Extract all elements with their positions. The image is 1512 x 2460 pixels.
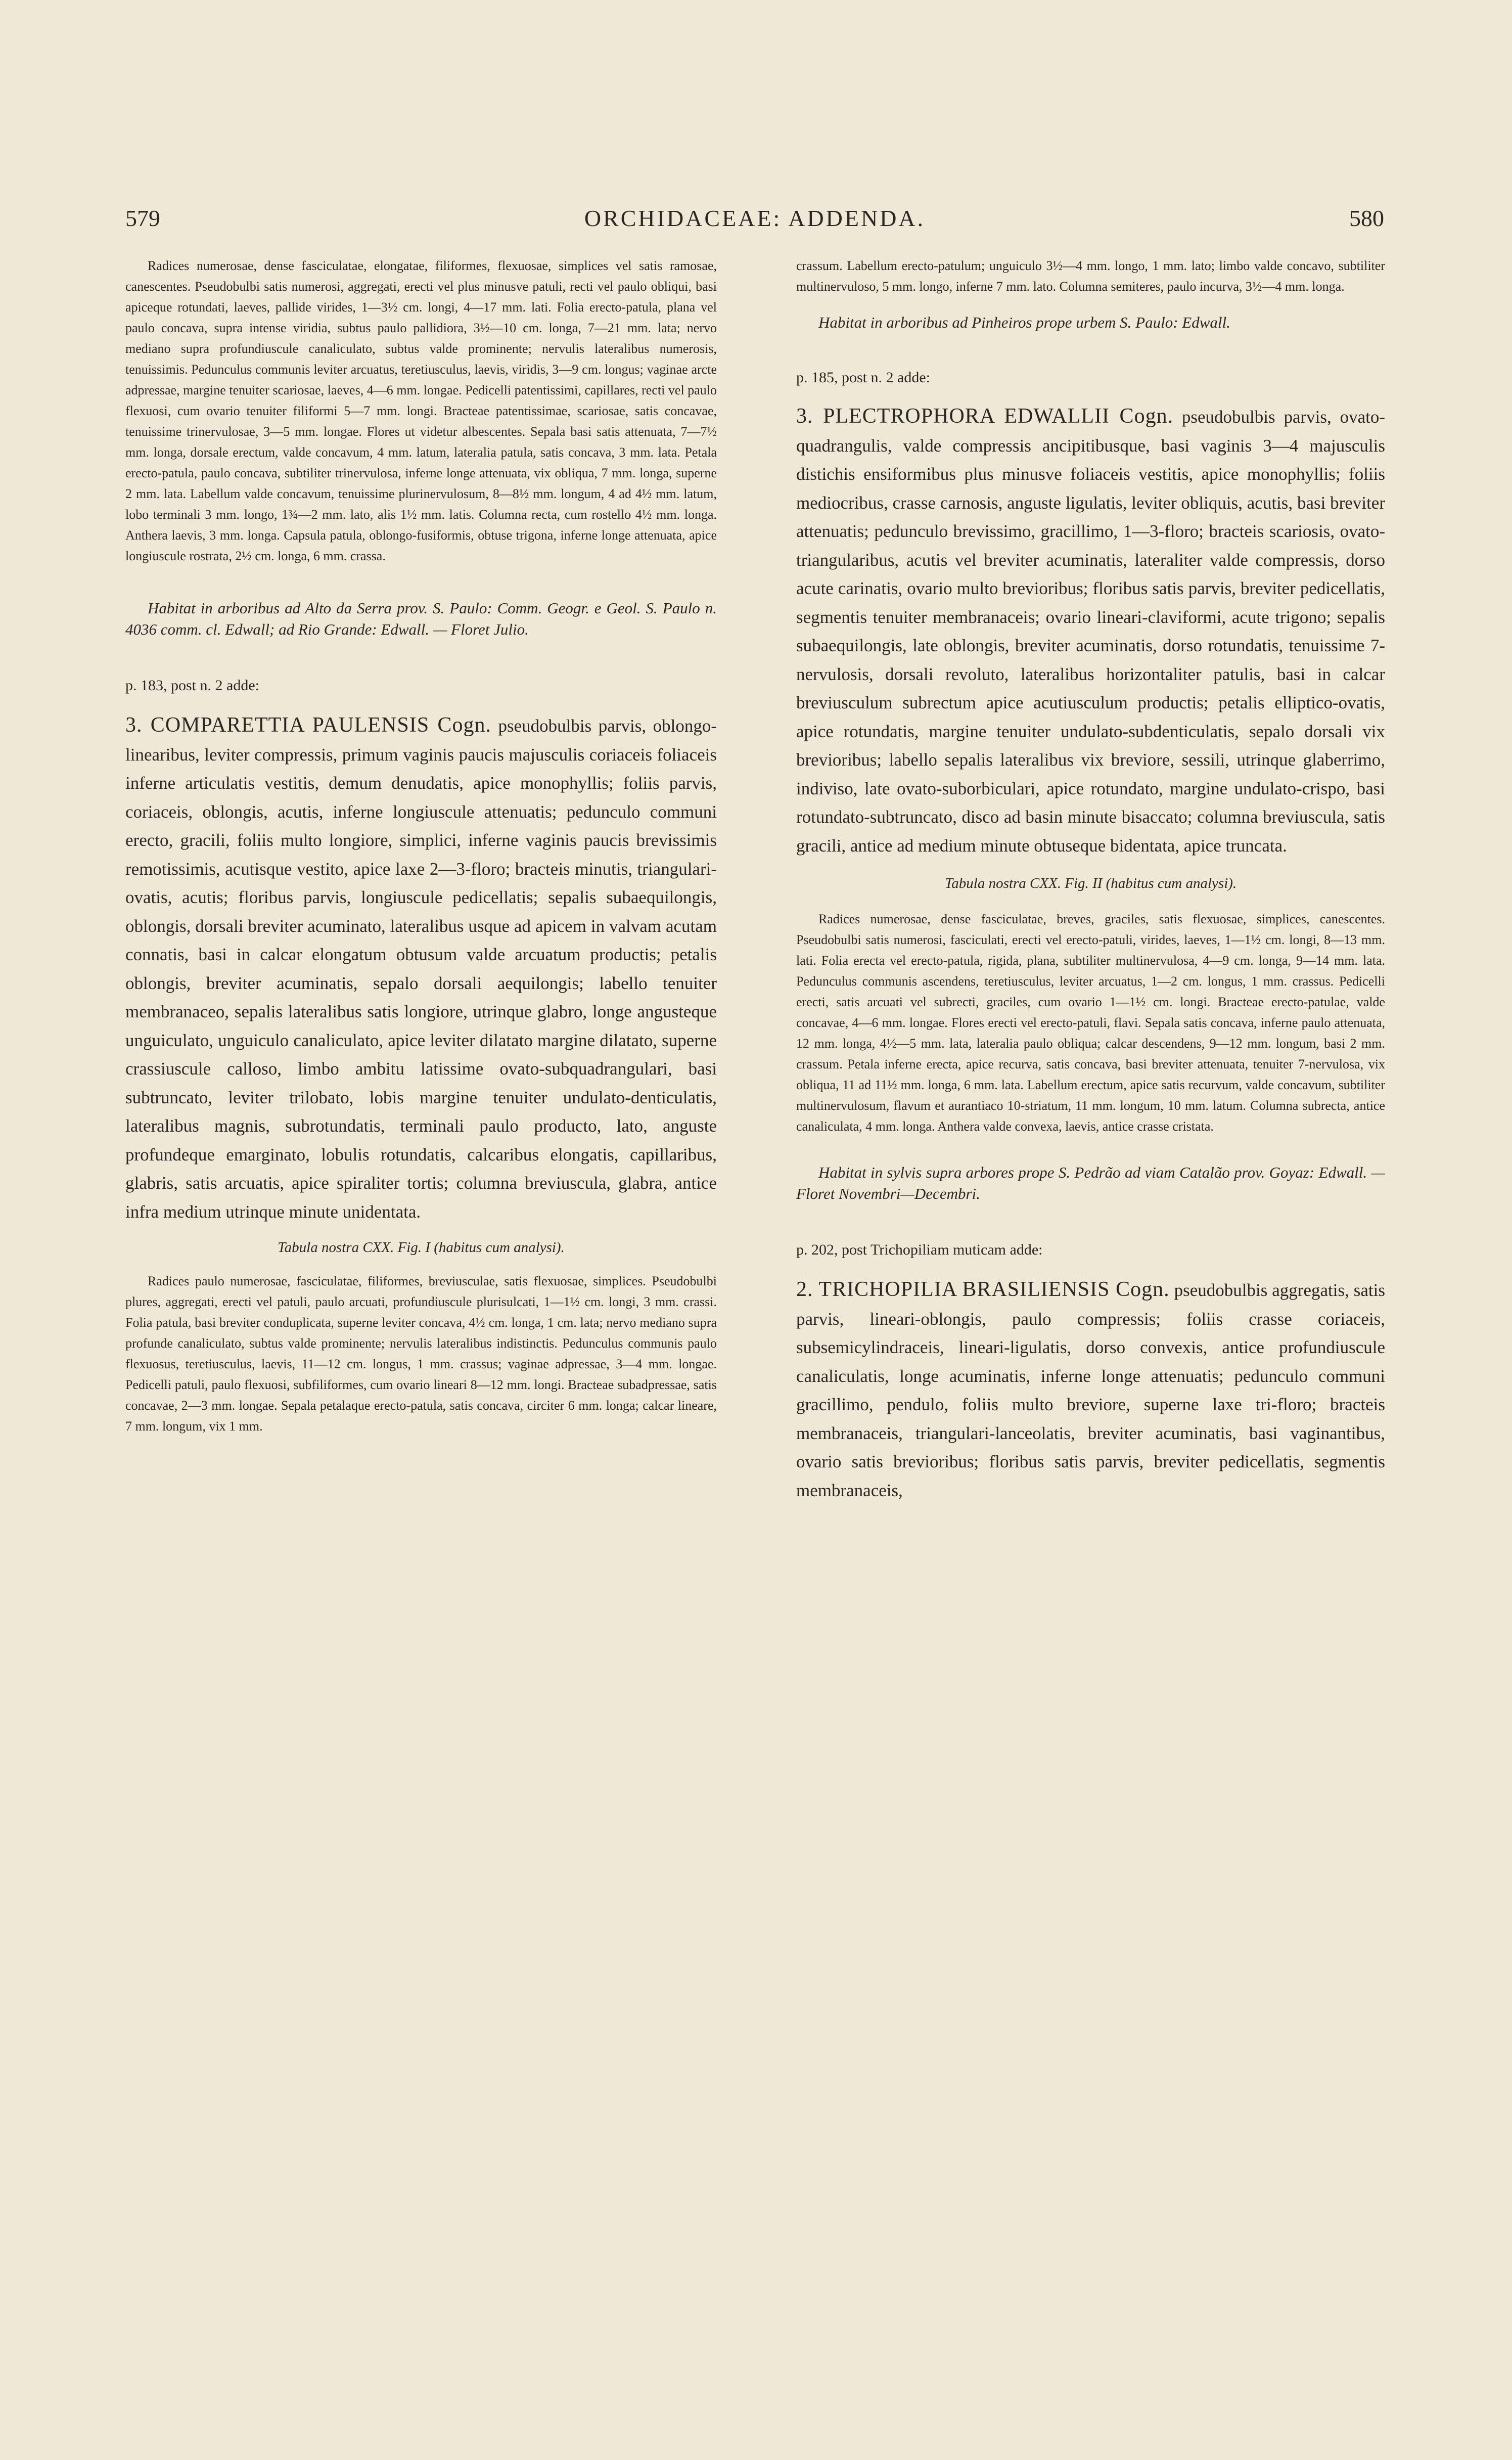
- running-title: ORCHIDACEAE: ADDENDA.: [584, 205, 926, 231]
- addendum-note: p. 202, post Trichopiliam muticam adde:: [796, 1241, 1043, 1258]
- species-entry: [796, 1275, 1385, 1505]
- habitat-paragraph: Habitat in sylvis supra arbores prope S. Pedrão ad viam Catalão prov. Goyaz: Edwall. — Floret Novembri—Decembri.: [796, 1164, 1385, 1202]
- plate-reference: Tabula nostra CXX. Fig. I (habitus cum analysi).: [278, 1239, 565, 1256]
- description-paragraph: Radices numerosae, dense fasciculatae, breves, graciles, satis flexuosae, simplices, canescentes. Pseudobulbi satis numerosi, fasciculati, erecti vel erecto-patuli, virides, laeves, 1—1½ cm. longi, 8—13 mm. lati. Folia erecta vel erecto-patula, rigida, plana, subtiliter multinervulosa, 4—9 cm. longa, 9—14 mm. lata. Pedunculus communis ascendens, teretiusculus, leviter arcuatus, 1—2 cm. longus, 1 mm. crassus. Pedicelli erecti, satis arcuati vel subrecti, graciles, cum ovario 1—1½ cm. longi. Bracteae erecto-patulae, valde concavae, 4—6 mm. longae. Flores erecti vel erecto-patuli, flavi. Sepala satis concava, inferne paulo attenuata, 12 mm. longa, 4½—5 mm. lata, lateralia paulo obliqua; calcar descendens, 9—12 mm. longum, basi 2 mm. crassum. Petala inferne erecta, apice recurva, satis concava, basi breviter attenuata, tenuiter 7-nervulosa, vix obliqua, 11 ad 11½ mm. longa, 6 mm. lata. Labellum erectum, apice satis recurvum, valde concavum, subtiliter multinervulosum, flavum et aurantiaco 10-striatum, 11 mm. longum, 10 mm. latum. Columna subrecta, antice canaliculata, 4 mm. longa. Anthera valde convexa, laevis, antice crasse cristata.: [796, 912, 1385, 1134]
- page-number-right: 580: [1349, 205, 1384, 231]
- page-number-left: 579: [125, 205, 160, 231]
- left-column: [125, 255, 717, 1437]
- plate-reference: Tabula nostra CXX. Fig. II (habitus cum analysi).: [944, 875, 1237, 891]
- description-paragraph: Radices numerosae, dense fasciculatae, elongatae, filiformes, flexuosae, simplices vel satis ramosae, canescentes. Pseudobulbi satis numerosi, aggregati, erecti vel plus minusve patuli, recti vel paulo obliqui, basi apiceque rotundati, laeves, pallide virides, 1—3½ cm. longi, 4—17 mm. lati. Folia erecto-patula, plana vel paulo concava, supra intense viridia, subtus paulo pallidiora, 3½—10 cm. longa, 7—21 mm. lata; nervo mediano supra profundiuscule canaliculato, subtus valde prominente; nervulis lateralibus numerosis, tenuissimis. Pedunculus communis leviter arcuatus, teretiusculus, laevis, viridis, 3—9 cm. longus; vaginae arcte adpressae, margine tenuiter scariosae, laeves, 4—6 mm. longae. Pedicelli patentissimi, capillares, recti vel paulo flexuosi, cum ovario tenuiter filiformi 5—7 mm. longi. Bracteae patentissimae, scariosae, satis concavae, tenuissime trinervulosae, 3—5 mm. longae. Flores ut videtur albescentes. Sepala basi satis attenuata, 7—7½ mm. longa, dorsale erectum, valde concavum, 4 mm. latum, lateralia patula, satis concava, 3 mm. lata. Petala erecto-patula, paulo concava, subtiliter trinervulosa, inferne longe attenuata, vix obliqua, 7 mm. longa, superne 2 mm. lata. Labellum valde concavum, tenuissime plurinervulosum, 8—8½ mm. longum, 4 ad 4½ mm. latum, lobo terminali 3 mm. longo, 1¾—2 mm. lato, alis 1½ mm. latis. Columna recta, cum rostello 4½ mm. longa. Anthera laevis, 3 mm. longa. Capsula patula, oblongo-fusiformis, obtuse trigona, inferne longe attenuata, apice longiuscule rostrata, 2½ cm. longa, 6 mm. crassa.: [125, 258, 717, 563]
- species-diagnosis: pseudobulbis parvis, ovato-quadrangulis, valde compressis ancipitibusque, basi vaginis 3—4 majusculis distichis ensiformibus plus minusve foliaceis vestitis, apice monophyllis; foliis mediocribus, crasse carnosis, anguste ligulatis, leviter obliquis, acutis, basi breviter attenuatis; pedunculo brevissimo, gracillimo, 1—3-floro; bracteis scariosis, ovato-triangularibus, acutis vel breviter acuminatis, lateraliter valde compressis, dorso acute carinatis, ovario multo brevioribus; floribus satis parvis, breviter pedicellatis, segmentis tenuiter membranaceis; ovario lineari-claviformi, acute trigono; sepalis subaequilongis, late oblongis, breviter acuminatis, dorso rotundatis, tenuissime 7-nervulosis, dorsali revoluto, lateralibus horizontaliter patulis, basi in calcar breviusculum subrectum apice acutiusculum productis; petalis elliptico-ovatis, apice rotundatis, margine tenuiter undulato-subdenticulatis, sepalo dorsali vix brevioribus; labello sepalis lateralibus vix breviore, sessili, utrinque glaberrimo, indiviso, late ovato-suborbiculari, apice rotundato, margine undulato-crispo, basi rotundato-subtruncato, disco ad basin minute bisaccato; columna breviuscula, satis gracili, antice ad medium minute obtuseque bidentata, apice truncata.: [796, 407, 1385, 856]
- species-diagnosis: pseudobulbis aggregatis, satis parvis, lineari-oblongis, paulo compressis; foliis crasse coriaceis, subsemicylindraceis, lineari-ligulatis, dorso convexis, antice profundiuscule canaliculatis, longe acuminatis, inferne longe attenuatis; pedunculo communi gracillimo, pendulo, foliis multo breviore, superne laxe tri-floro; bracteis membranaceis, triangulari-lanceolatis, breviter acuminatis, basi vaginantibus, ovario satis brevioribus; floribus satis parvis, breviter pedicellatis, segmentis membranaceis,: [796, 1280, 1385, 1500]
- habitat-paragraph: Habitat in arboribus ad Pinheiros prope urbem S. Paulo: Edwall.: [818, 314, 1230, 331]
- habitat-paragraph: Habitat in arboribus ad Alto da Serra prov. S. Paulo: Comm. Geogr. e Geol. S. Paulo n. 4036 comm. cl. Edwall; ad Rio Grande: Edwall. — Floret Julio.: [125, 599, 717, 638]
- species-title: 3. COMPARETTIA PAULENSIS Cogn.: [125, 713, 491, 737]
- description-continuation: crassum. Labellum erecto-patulum; unguiculo 3½—4 mm. longo, 1 mm. lato; limbo valde concavo, subtiliter multinervuloso, 5 mm. longo, inferne 7 mm. lato. Columna semiteres, paulo incurva, 3½—4 mm. longa.: [796, 258, 1385, 294]
- species-entry: [125, 711, 717, 1226]
- page-header: [125, 205, 1384, 245]
- species-title: 2. TRICHOPILIA BRASILIENSIS Cogn.: [796, 1278, 1170, 1301]
- species-diagnosis: pseudobulbis parvis, oblongo-linearibus, leviter compressis, primum vaginis paucis majusculis coriaceis foliaceis inferne articulatis vestitis, demum denudatis, apice monophyllis; foliis parvis, coriaceis, oblongis, acutis, inferne longiuscule attenuatis; pedunculo communi erecto, gracili, foliis multo longiore, simplici, inferne vaginis paucis brevissimis remotissimis, acutisque vestito, apice laxe 2—3-floro; bracteis minutis, triangulari-ovatis, acutis; floribus parvis, longiuscule pedicellatis; sepalis subaequilongis, oblongis, dorsali breviter acuminato, lateralibus usque ad apicem in valvam acutam connatis, basi in calcar elongatum obtusum valde arcuatum productis; petalis oblongis, breviter acuminatis, sepalo dorsali aequilongis; labello tenuiter membranaceo, sepalis lateralibus satis longiore, utrinque glabro, longe angusteque unguiculato, unguiculo canaliculato, apice leviter dilatato margine dilatato, superne crassiuscule calloso, limbo ambitu latissime ovato-subquadrangulari, basi subtruncato, leviter trilobato, lobis margine tenuiter undulato-denticulatis, lateralibus magnis, subrotundatis, terminali paulo producto, lato, anguste profundeque emarginato, lobulis rotundatis, calcaribus elongatis, capillaribus, glabris, satis arcuatis, apice spiraliter tortis; columna breviuscula, glabra, antice infra medium utrinque minute unidentata.: [125, 716, 717, 1222]
- description-paragraph: Radices paulo numerosae, fasciculatae, filiformes, breviusculae, satis flexuosae, simplices. Pseudobulbi plures, aggregati, erecti vel patuli, paulo arcuati, profundiuscule plurisulcati, 1—1½ cm. longi, 3 mm. crassi. Folia patula, basi breviter conduplicata, superne leviter concava, 4½ cm. longa, 1 cm. lata; nervo mediano supra profunde canaliculato, subtus valde prominente; nervulis lateralibus indistinctis. Pedunculus communis paulo flexuosus, teretiusculus, laevis, 11—12 cm. longus, 1 mm. crassus; vaginae adpressae, 3—4 mm. longae. Pedicelli patuli, paulo flexuosi, subfiliformes, cum ovario lineari 8—12 mm. longi. Bracteae subadpressae, satis concavae, 2—3 mm. longae. Sepala petalaque erecto-patula, satis concava, circiter 6 mm. longa; calcar lineare, 7 mm. longum, vix 1 mm.: [125, 1274, 717, 1434]
- addendum-note: p. 183, post n. 2 adde:: [125, 677, 259, 694]
- species-entry: [796, 402, 1385, 860]
- species-title: 3. PLECTROPHORA EDWALLII Cogn.: [796, 405, 1174, 428]
- addendum-note: p. 185, post n. 2 adde:: [796, 369, 930, 386]
- right-column: [796, 255, 1385, 1505]
